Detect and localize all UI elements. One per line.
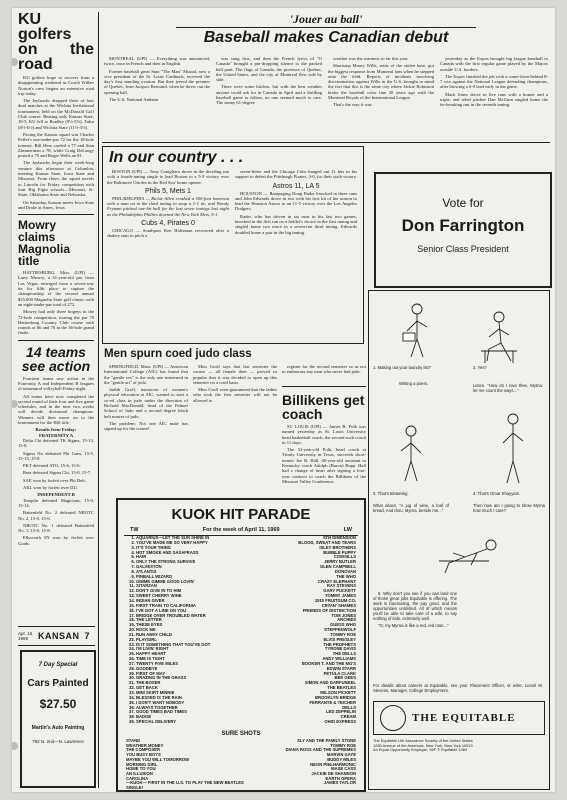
song-title: 11. SITARZAN bbox=[136, 584, 234, 589]
list-item: SLY AND THE FAMILY STONE bbox=[297, 738, 356, 743]
judo-headline: Men spurn coed judo class bbox=[104, 348, 252, 360]
song-title: 37. GOOD TIMES BAD TIMES bbox=[136, 710, 234, 715]
paragraph: PKT defeated ATO, 15-6, 15-6. bbox=[23, 463, 81, 469]
list-item: DELLS bbox=[342, 704, 356, 710]
country-cubs bbox=[235, 169, 357, 180]
caption-2: 2. Yes? bbox=[473, 365, 487, 370]
song-title: 1. AQUARIUS—LET THE SUN SHINE IN bbox=[136, 536, 234, 541]
paragraph: The Jayhawks dropped three of four dual matches at the Wichita Invitational tournament, held on the McDonald Golf Club course. Beating only Kansas State, 10-5, KU fell to Bradley (9½-5½), Tulsa (8½-6½) and Wichita State (11½-3½). bbox=[18, 98, 94, 130]
paragraph: Fourteen teams saw action in the Fraternity A and Independent B leagues of intramural volleyball Friday night. bbox=[18, 375, 94, 392]
song-list bbox=[126, 536, 234, 725]
paragraph: Rader, who has driven in six runs in his last two games, knocked in the first run on a fielder's choice in the first inning and singled home two more in a seven-run third inning. Edwards doubled home a pair in the big inning. bbox=[235, 213, 357, 235]
country-houston bbox=[235, 191, 357, 235]
paragraph: "O, my Myrna is like a red, red rose..." bbox=[378, 623, 449, 628]
song-title: 5. HAIR bbox=[136, 555, 234, 560]
list-item: BLOOD, SWEAT AND TEARS bbox=[298, 539, 356, 545]
paragraph: HATTIESBURG, Miss. (UPI) — Larry Mowry, a 31-year-old pro from Las Vegas, emerged from a seven-way tie for fifth place to capture the championship of the second annual $35,000 Magnolia State golf classic with an eight-under-par total of 272. bbox=[18, 270, 94, 307]
folio-date: Apr. 15 1969 bbox=[18, 631, 33, 641]
paragraph: register for the second semester so as not to embarrass any man who never had judo. bbox=[282, 364, 366, 375]
paragraph: weather was the warmest so far this year. bbox=[333, 56, 409, 61]
paragraph: On Saturday, Kansas meets Iowa State and Drake at Ames, Iowa. bbox=[18, 199, 94, 210]
list-item: DONOVAN bbox=[334, 568, 356, 574]
song-title: 15. FIRST TRAIN TO CALIFORNIA bbox=[136, 604, 234, 609]
list-item: MAYBE YOU WILL TOMORROW bbox=[126, 756, 190, 762]
song-title: 22. PLAYGIRL bbox=[136, 638, 234, 643]
car-paint-ad bbox=[20, 650, 96, 788]
song-title: 34. BLESSED IS THE RAIN bbox=[136, 696, 234, 701]
paragraph: Former baseball great Stan "The Man" Musial, now a vice president of the St. Louis Cardinals, received the day's first standing ovation. But they jeered the premier of Quebec, Jean-Jacques Bertrand, when he threw out the opening ball. bbox=[104, 68, 210, 95]
list-item: MASE CASS bbox=[331, 766, 356, 772]
score-phils-mets: Phils 5, Mets 1 bbox=[145, 187, 191, 195]
list-item: AN ILLUSION bbox=[126, 770, 153, 776]
equitable-ad bbox=[368, 290, 550, 790]
paragraph: Ellsworth 5N won by forfeit over Grads. bbox=[18, 535, 94, 546]
paragraph: was sung first, and then the French lyrics of "O Canada" brought a pin-dropping silence to the packed ball park. The flags of Canada, the province of Quebec, the United States, and the city of Montreal flew side by side. bbox=[216, 56, 322, 83]
paragraph: ST. LOUIS (UPI) — James R. Polk was named yesterday as St. Louis University head basketball coach, the second such coach in 11 days. bbox=[282, 424, 366, 445]
column-rule bbox=[98, 12, 99, 788]
frat-heading: FRATERNITY A bbox=[38, 432, 74, 438]
list-item: BROOKLYN BRIDGE bbox=[314, 694, 356, 700]
paragraph: That's the way it was bbox=[333, 102, 372, 108]
paragraph: Pacing the Kansas squad was Charles Peffer's one-under-par 72 for the 18-hole tourney. Bill Hess carded a 77 and Stan Zimmerman a 78, while Craig DeLangy posted a 79 and Roger Wells an 81. bbox=[18, 131, 94, 159]
list-item: NEON PHILHARMONIC bbox=[310, 761, 356, 767]
list-item: GUESS WHO bbox=[329, 622, 356, 628]
baseball-story bbox=[102, 12, 550, 47]
week-label: For the week of April 11, 1969 bbox=[202, 527, 280, 533]
song-title: 28. GOODBYE bbox=[136, 667, 234, 672]
baseball-kicker: 'Jouer au ball' bbox=[289, 12, 363, 26]
song-title: 19. THESE EYES bbox=[136, 623, 234, 628]
song-title: 12. DON'T GIVE IN TO HIM bbox=[136, 589, 234, 594]
caption-5: 3. That's Browning. bbox=[373, 491, 409, 496]
teams-article bbox=[18, 376, 94, 426]
list-item: STEPPENWOLF bbox=[324, 627, 356, 633]
song-title: 2. YOU'VE MADE ME SO VERY HAPPY bbox=[136, 541, 234, 546]
list-item: GLEN CAMPBELL bbox=[319, 564, 356, 570]
list-item: WEATHER MONEY bbox=[126, 742, 164, 748]
song-title: 23. IS IT SOMETHING THAT YOU'VE GOT bbox=[136, 643, 234, 648]
lw-label: LW bbox=[343, 527, 352, 533]
folio bbox=[18, 626, 95, 646]
kugolf-article bbox=[18, 75, 94, 210]
list-item: MARVIN GAYE bbox=[326, 752, 356, 758]
indep-heading: INDEPENDENT B bbox=[37, 492, 75, 498]
list-item: FERRANTE & TEICHER bbox=[309, 699, 356, 705]
list-item: RAY STEVENS bbox=[326, 583, 356, 589]
vote-line1: Vote for bbox=[442, 196, 484, 210]
song-title: 27. TWENTY FIVE MILES bbox=[136, 662, 234, 667]
list-item: TOM JONES bbox=[331, 612, 356, 618]
country-col-1 bbox=[107, 169, 229, 241]
equitable-logo: THE EQUITABLE bbox=[412, 712, 516, 724]
list-item: COWSILLS bbox=[333, 554, 356, 560]
list-item: GARY PUCKETT bbox=[323, 588, 356, 594]
song-title: 7. GALVESTON bbox=[136, 565, 234, 570]
song-title: 31. THE BOXER bbox=[136, 681, 234, 686]
baseball-col-4 bbox=[440, 56, 548, 110]
list-item: JAMES TAYLOR bbox=[323, 780, 356, 786]
artist-list bbox=[238, 536, 356, 725]
paragraph: Battenfeld No. 2 defeated NROTC No. 2, 15-0, 15-6. bbox=[18, 510, 94, 521]
equitable-logo-box bbox=[373, 701, 545, 735]
list-item: JACKIE DE SHANNON bbox=[311, 770, 356, 776]
list-item: THE PROPHETS bbox=[323, 641, 356, 647]
song-title: 33. MINI SKIRT MINNIE bbox=[136, 691, 234, 696]
list-item: ELVIS PRESLEY bbox=[323, 636, 356, 642]
paragraph: The U.S. National Anthem bbox=[109, 97, 159, 103]
paragraph: Shortstop Maury Wills, artist of the stolen base, got the biggest response from Montreal fans when he stepped onto the field. Reports of incidents involving discrimination against Wills in the U.S. brought to mind the fact that this is the same city where Jackie Robinson broke the baseball color line 20 years ago with the Montreal Royals of the International League. bbox=[328, 63, 434, 101]
song-title: 36. ALWAYS TOGETHER bbox=[136, 706, 234, 711]
kuok-songs bbox=[126, 536, 234, 725]
kuok-hit-parade bbox=[116, 498, 366, 792]
paragraph: PHILADELPHIA — Richie Allen crashed a 500-foot homerun with a man on in the third inning to snap a 1-1 tie, and Woody Fryman pitched one-hit ball for the last seven innings last night as the Philadelphia Phillies downed the New York Mets, 5-1. bbox=[107, 195, 229, 217]
song-title: 39. SPECIAL DELIVERY bbox=[136, 720, 234, 725]
baseball-col-1 bbox=[104, 56, 210, 104]
paragraph: All teams have now completed the second round of their four and five game schedules, and in the next two weeks will decide divisional champions. Winners will then move on to the tournament for the Hill title. bbox=[18, 393, 94, 426]
kuok-artists bbox=[238, 536, 356, 725]
song-title: 20. ROCK ME bbox=[136, 628, 234, 633]
list-item: —KUOK— FIRST IN THE U.S. TO PLAY THE NEW BEATLES SINGLE! bbox=[126, 780, 244, 791]
list-item: CRYAN' SHAMES bbox=[321, 602, 356, 608]
song-title: 17. BRIDGE OVER TROUBLED WATER bbox=[136, 614, 234, 619]
song-title: 21. RUN AWAY CHILD bbox=[136, 633, 234, 638]
list-item: TOMMY JAMES bbox=[324, 593, 356, 599]
country-col-2 bbox=[235, 169, 357, 237]
ad-shop: Martin's Auto Painting bbox=[31, 725, 85, 731]
paragraph: HOUSTON — Rampaging Doug Rader knocked in three runs and John Edwards drove in two with his first hit of the season to lead the Houston Astros to an 11-5 victory over the Los Angeles Dodgers. bbox=[235, 190, 357, 212]
caption-6: 4. That's Omar Khayyam. bbox=[473, 491, 521, 496]
indep-results bbox=[18, 498, 94, 546]
paragraph: AKL won by forfeit over DU. bbox=[23, 485, 78, 491]
kugolf-headline: KU golfers on the road bbox=[18, 11, 94, 73]
list-item: MORNING GIRL bbox=[126, 761, 158, 767]
list-item: THE WHO bbox=[336, 573, 356, 579]
list-item: BEE GEES bbox=[334, 675, 356, 681]
list-item: OHIO EXPRESS bbox=[324, 719, 356, 725]
divider bbox=[282, 386, 366, 388]
paragraph: Miss Groff says that last semester the course — all female then — proved so popular that it was decided to open up this semester on a coed basis. bbox=[193, 364, 277, 385]
paragraph: 5. Why don't you see if you can land one of those great jobs Equitable is offering. The work is fascinating, the pay good, and the opportunities unlimited. All of which means you'll be able to take care of a wife, to say nothing of kids, extremely well. bbox=[373, 591, 457, 621]
paragraph: Templin defeated Magicians, 15-9, 15-14. bbox=[18, 497, 94, 508]
left-column bbox=[18, 12, 94, 548]
baseball-col-3 bbox=[328, 56, 434, 110]
song-title: 6. ONLY THE STRONG SURVIVE bbox=[136, 560, 234, 565]
song-title: 14. INDIAN GIVER bbox=[136, 599, 234, 604]
list-item: ARCHIES bbox=[337, 617, 356, 623]
billikens-headline: Billikens get coach bbox=[282, 392, 365, 422]
in-our-country-box bbox=[102, 146, 364, 344]
ad-address: 792 N. 2nd—N. Lawrence bbox=[32, 739, 84, 744]
paragraph: yesterday as the Expos brought big league baseball to Canada with the first regular game played by the Majors outside U.S. borders. bbox=[440, 56, 548, 72]
list-item: EARTH OPERA bbox=[325, 775, 356, 781]
paragraph: seven-hitter and the Chicago Cubs banged out 11 hits in his support to defeat the Pittsburgh Pirates, 4-0, for their sixth victory. bbox=[235, 169, 357, 180]
binder-hole bbox=[12, 742, 18, 750]
song-title: 35. I DON'T WANT NOBODY bbox=[136, 701, 234, 706]
paragraph: Miss Groff even guaranteed that the ladies who took the first semester will not be allowed to bbox=[193, 387, 277, 403]
divider bbox=[18, 340, 94, 341]
paragraph: NROTC No. 1 defeated Battenfeld No. 1, 15-0, 15-8. bbox=[18, 522, 94, 534]
paragraph: Judith Groff, instructor of women's physical education at AIC, wanted to start a co-ed class in judo under the direction of Richard MacDonald, head of the Palmer School of Judo and a second degree black belt master of judo. bbox=[104, 387, 188, 419]
judo-col-3 bbox=[282, 364, 366, 377]
list-item: HOME TO YOU bbox=[126, 766, 156, 772]
caption-4: Listen. "How do I love thee, Myrna, let me count the ways..." bbox=[473, 383, 543, 393]
vote-ad bbox=[374, 172, 552, 288]
list-item: THE COMPOSER bbox=[126, 747, 160, 753]
judo-col-2 bbox=[193, 364, 277, 405]
country-phila bbox=[107, 196, 229, 217]
divider bbox=[18, 214, 94, 215]
song-title: 16. I'VE GOT A LINE ON YOU bbox=[136, 609, 234, 614]
list-item: PETULA CLARK bbox=[323, 670, 356, 676]
ad-price: $27.50 bbox=[39, 697, 77, 711]
paragraph: SAE won by forfeit over Phi Delt. bbox=[23, 477, 86, 483]
list-item: BUBBLE PUPPY bbox=[323, 549, 356, 555]
paragraph: The 52-year-old Polk, head coach at Trinity University in Texas, succeeds short-termer Joe B. Hall, 40-year-old assistant to Kentucky coach Adolph (Baron) Rupp. Hall had a change of heart after signing a four-year contract to coach the Billikens of the Missouri Valley Conference. bbox=[282, 447, 366, 484]
list-item: YOU BUSY BOYS bbox=[126, 752, 161, 758]
billikens-article bbox=[282, 424, 366, 486]
list-item: 5TH DIMENSION bbox=[323, 535, 356, 540]
list-item: FRIENDS OF DISTINCTION bbox=[302, 607, 356, 613]
list-item: THE BEATLES bbox=[327, 685, 356, 691]
caption-3: Writing a poem. bbox=[399, 381, 429, 386]
paragraph: CHICAGO — Southpaw Ken Holtzman recovered after a shakey start to pitch a bbox=[107, 228, 229, 239]
song-title: 18. THE LETTER bbox=[136, 618, 234, 623]
paragraph: SPRINGFIELD, Mass. (UPI) — American International College (AIC) has found that the "gentle sex" is the only one interested in the "gentle art" of judo. bbox=[104, 364, 188, 385]
song-title: 38. BADGE bbox=[136, 715, 234, 720]
list-item: TYRONE DAVIS bbox=[324, 646, 356, 652]
list-item: ISLEY BROTHERS bbox=[319, 544, 356, 550]
caption-7: What about, "A jug of wine, a loaf of bread, And thou, Myrna, beside me..." bbox=[373, 503, 449, 513]
paragraph: Beta defeated Sigma Chi, 15-0, 15-7. bbox=[23, 470, 92, 476]
score-cubs-pirates: Cubs 4, Pirates 0 bbox=[141, 220, 195, 228]
song-title: 10. GIMME GIMME GOOD LOVIN' bbox=[136, 580, 234, 585]
tw-label: TW bbox=[130, 527, 139, 533]
list-item: BOOKER T. AND THE MG'S bbox=[301, 660, 356, 666]
score-astros-la: Astros 11, LA 5 bbox=[272, 182, 320, 190]
country-headline: In our country . . . bbox=[109, 149, 244, 166]
paragraph: Mack Jones drove in five runs with a homer and a triple, and relief pitcher Dan McGinn singled home the tie-breaking run in the seventh inning. bbox=[440, 91, 548, 108]
list-item: SIMON AND GARFUNKEL bbox=[304, 680, 356, 686]
list-item: EDWIN STARR bbox=[326, 665, 356, 671]
paragraph: The problem: Not one AIC male has signed up for the course! bbox=[104, 420, 188, 432]
list-item: ANDY WILLIAMS bbox=[322, 656, 356, 662]
divider bbox=[102, 142, 550, 143]
song-title: 8. ATLANTIS bbox=[136, 570, 234, 575]
vote-line3: Senior Class President bbox=[417, 244, 509, 254]
sure-left bbox=[126, 739, 244, 791]
list-item: BUDDY MILES bbox=[327, 756, 356, 762]
vote-name: Don Farrington bbox=[401, 216, 525, 235]
kicker-rule bbox=[176, 27, 476, 28]
caption-1: 1. Making out your laundry list? bbox=[373, 365, 431, 370]
country-boston bbox=[107, 169, 229, 185]
paragraph: Delta Chi defeated TK Sigma, 15-13, 15-8. bbox=[18, 437, 94, 449]
list-item: 1910 FRUITGUM CO. bbox=[314, 597, 356, 603]
kuok-title: KUOK HIT PARADE bbox=[171, 506, 311, 523]
newspaper-page bbox=[12, 8, 555, 792]
list-item: LED ZEPPELIN bbox=[325, 709, 356, 715]
song-title: 29. FIRST OF MAY bbox=[136, 672, 234, 677]
folio-page: 7 bbox=[84, 631, 90, 641]
equitable-details: For details about careers at Equitable, see your Placement Officer, or write: Lionel M. Stevens, Manager, College Employment. bbox=[373, 683, 543, 693]
teams-headline: 14 teams see action bbox=[21, 343, 91, 374]
list-item: CAROLINA bbox=[126, 775, 149, 781]
paragraph: KU golfers hope to recover from a disappointing weekend as Coach Wilber Norton's crew begins an extensive road trip today. bbox=[18, 75, 94, 96]
list-item: JERRY BUTLER bbox=[324, 559, 356, 565]
caption-8: Then how am I going to show Myrna how much I care? bbox=[473, 503, 545, 513]
sure-right bbox=[246, 739, 356, 786]
ad-special: 7 Day Special bbox=[38, 662, 78, 668]
list-item: THE DELLS bbox=[332, 651, 356, 657]
song-title: 3. IT'S YOUR THING bbox=[136, 546, 234, 551]
mowry-headline: Mowry claims Magnolia title bbox=[18, 218, 71, 269]
list-item: CRAZY ELEPHANT bbox=[317, 578, 356, 584]
baseball-col-2 bbox=[216, 56, 322, 108]
song-title: 13. SWEET CHERRY WINE bbox=[136, 594, 234, 599]
song-title: 26. TIME IS TIGHT bbox=[136, 657, 234, 662]
country-chicago bbox=[107, 228, 229, 239]
paragraph: Sigma Nu defeated Phi Gam, 15-5, 15-13, 15-8. bbox=[18, 450, 94, 461]
song-title: 4. HOT SMOKE AND SASAFRASS bbox=[136, 551, 234, 556]
list-item: DIANA ROSS AND THE SUPREMES bbox=[285, 747, 356, 753]
song-title: 25. HAPPY HEART bbox=[136, 652, 234, 657]
paragraph: Mowry had only three bogeys in the 72-hole competition, touring the par 70 Hattiesburg Country Club course with rounds of 66 and 70 in the 36-hole grand finale. bbox=[18, 309, 94, 336]
song-title: 24. I'M LIVIN' RIGHT bbox=[136, 647, 234, 652]
song-title: 30. GRAZING IN THE GRASS bbox=[136, 676, 234, 681]
frat-results bbox=[18, 438, 94, 490]
list-item: STAND bbox=[126, 738, 141, 743]
ad-main: Cars Painted bbox=[27, 678, 89, 689]
list-item: WILSON PICKETT bbox=[320, 690, 356, 695]
paragraph: MONTREAL (UPI) — Everything was announced, twice, once in French and then in English. bbox=[104, 56, 210, 67]
paragraph: The Expos finished the job with a come-from-behind 8-7 win against the National League defending champions, after blowing a 6-0 lead early in the game. bbox=[440, 73, 548, 90]
paragraph: BOSTON (UPI) — Tony Conigliaro drove in the deciding run with a fourth-inning single to lead Boston to a 5-3 victory over the Baltimore Orioles in the Red Sox' home opener. bbox=[107, 169, 229, 185]
equitable-seal-icon bbox=[380, 705, 406, 731]
judo-col-1 bbox=[104, 364, 188, 434]
list-item: TOMMY ROE bbox=[330, 631, 356, 637]
folio-name: KANSAN bbox=[38, 631, 80, 641]
baseball-headline: Baseball makes Canadian debut bbox=[203, 29, 449, 46]
song-title: 32. GET BACK bbox=[136, 686, 234, 691]
sure-shots-title: SURE SHOTS bbox=[221, 731, 261, 737]
list-item: CREAM bbox=[340, 714, 356, 720]
list-item: TOMMY ROE bbox=[330, 742, 356, 748]
paragraph: The Jayhawks begin their week-long venture this afternoon at Columbia, meeting Kansas State, Iowa State and Missouri. From there, the squad travels to Lincoln for Friday competition with four Big Eight schools—Missouri, K-State, Oklahoma State and Nebraska. bbox=[18, 160, 94, 198]
results-heading: Results from Friday: bbox=[35, 427, 77, 433]
equitable-body bbox=[373, 591, 457, 630]
mowry-article bbox=[18, 270, 94, 336]
paragraph: There were some hitches, but with the best weather anyone could ask for in Canada in April and a thrilling baseball game to follow, no one seemed much to care. The sunny 61-degree bbox=[216, 84, 322, 106]
song-title: 9. PINBALL WIZARD bbox=[136, 575, 234, 580]
equitable-footer: The Equitable Life Assurance Society of the United States 1285 Avenue of the Americas, New York, New York 10019 An Equal Opportunity Employer, M/F © Equitable 1969 bbox=[373, 738, 473, 753]
